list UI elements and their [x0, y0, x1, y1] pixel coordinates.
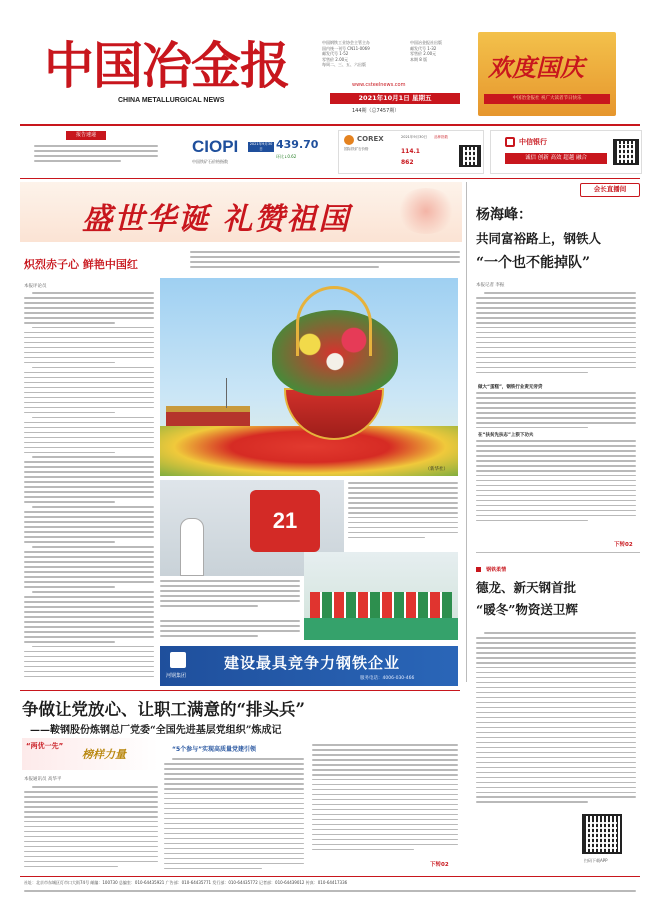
lead-article-body [24, 292, 154, 680]
flag-icon [226, 378, 227, 408]
right-headline-line1: 共同富裕路上，钢铁人 [476, 231, 602, 246]
ciopi-value: 439.70 [276, 138, 319, 151]
corex-logo-icon [344, 135, 354, 145]
corex-box[interactable] [338, 130, 484, 174]
banner-ad[interactable] [160, 646, 458, 686]
report-guide-text [34, 145, 158, 173]
bottom-subhead: ——鞍钢股份炼钢总厂党委“全国先进基层党组织”炼成记 [30, 725, 282, 736]
app-qr-caption: 扫码下载APP [584, 858, 608, 863]
lead-byline: 本报评论员 [24, 284, 47, 289]
ciopi-subtitle: 中国铁矿石价格指数 [192, 159, 228, 164]
masthead-info-right: 中国冶金报社出版 邮发代号 1-32 零售价 2.00元 本期 8 版 [410, 40, 442, 62]
bank-logo-icon [505, 137, 515, 147]
right-article-body-2 [476, 392, 636, 430]
right-headline2-line1: 德龙、新天钢首批 [476, 580, 577, 595]
newspaper-title: 中国冶金报 [44, 36, 289, 95]
right-subhead-2: 在“扶贫先扶志”上狠下功夫 [478, 433, 534, 438]
masthead-info-left: 中国钢铁工业协会主管主办 国内统一刊号 CN11-0069 邮发代号 1-52 零售价 2.00元 每周二、三、五、六出版 [322, 40, 370, 67]
bank-slogan: 诚信 创新 高效 超越 融合 [505, 153, 607, 164]
corex-subtitle: 国际铁矿石价格 [344, 147, 369, 151]
right-article-body-1 [476, 292, 636, 384]
corex-qr-code-icon[interactable] [459, 145, 481, 167]
photo-person [180, 518, 204, 576]
corex-tag: 品种指数 [434, 135, 448, 139]
column-divider [466, 182, 467, 682]
bottom-byline: 本报通讯员 高华平 [24, 777, 62, 782]
newspaper-title-en: CHINA METALLURGICAL NEWS [118, 97, 225, 104]
lead-intro-text [190, 251, 460, 277]
bottom-tag [22, 738, 158, 770]
website[interactable]: www.csteelnews.com [352, 82, 406, 88]
corex-date: 2021年9月30日 [401, 135, 428, 139]
lead-banner [20, 182, 462, 242]
series-tag [580, 183, 640, 197]
photo-children [304, 552, 458, 640]
lead-kicker: 炽烈赤子心 鲜艳中国红 [24, 258, 138, 271]
report-guide [30, 131, 162, 175]
right-continued-link[interactable]: 下转02 [614, 542, 633, 548]
ciopi-date: 2021年9月30日 [249, 142, 273, 151]
section2-tag-marker-icon [476, 567, 481, 572]
photo-caption-3 [160, 620, 300, 646]
right-headline-line2: “一个也不能掉队” [476, 255, 591, 271]
bottom-continued-link[interactable]: 下转02 [430, 862, 449, 868]
footer-text-line2 [24, 890, 636, 896]
lead-banner-decoration [396, 188, 456, 234]
banner-ad-logo-icon [170, 652, 186, 668]
photo-caption-2 [160, 580, 300, 616]
right-headline-name: 杨海峰： [476, 207, 532, 223]
corex-value-1: 114.1 [401, 148, 420, 155]
bottom-rule [20, 690, 460, 691]
bottom-tag-art: 榜样力量 [82, 748, 126, 761]
lead-banner-title: 盛世华诞 礼赞祖国 [82, 202, 351, 237]
basket-handle [296, 286, 372, 356]
bottom-section-head: “5个参与”实现高质量党建引领 [172, 746, 257, 753]
right-byline: 本报记者 李振 [476, 283, 505, 288]
bottom-tag-label: “两优一先” [26, 742, 64, 750]
photo-2021-sign: 21 [250, 490, 320, 552]
banner-ad-company: 河钢集团 [166, 673, 187, 679]
right-article2-body [476, 632, 636, 808]
bottom-headline: 争做让党放心、让职工满意的“排头兵” [22, 700, 305, 719]
footer-rule [20, 876, 640, 877]
issue-number: 144期（总7457期） [352, 108, 400, 114]
right-subhead-1: 做大“蛋糕”，钢铁行业责无旁贷 [478, 385, 543, 390]
right-article-body-3 [476, 440, 636, 532]
section2-tag-label: 钢铁柔情 [486, 567, 507, 573]
corex-value-2: 862 [401, 159, 414, 166]
report-guide-title: 报告速递 [66, 131, 106, 140]
bottom-col-2 [164, 758, 304, 872]
section-rule [20, 178, 640, 179]
ciopi-change: 环比↓0.62 [276, 154, 297, 159]
footer-text: 社址：北京市东城区灯市口大街74号 邮编：100730 总编室：010-64435921 广告部：010-64435771 发行部：010-64435772 记者部：010-64439012 传真：010-64417336 [24, 880, 348, 885]
section2-tag [476, 559, 506, 578]
corex-label: COREX [357, 135, 384, 143]
banner-ad-hotline: 服务电话：4006-030-466 [360, 676, 415, 681]
photo-caption-1 [348, 482, 458, 552]
banner-ad-text: 建设最具竞争力钢铁企业 [224, 654, 401, 672]
masthead [0, 0, 660, 128]
ciopi-label: CIOPI [192, 137, 239, 156]
bank-name: 中信银行 [519, 138, 547, 146]
right-headline2-line2: “暖冬”物资送卫辉 [476, 602, 578, 617]
top-rule [20, 124, 640, 126]
classroom-table [304, 618, 458, 640]
issue-date: 2021年10月1日 星期五 [330, 93, 460, 104]
ciopi-box[interactable] [176, 133, 322, 173]
bank-ad[interactable] [490, 130, 642, 174]
lead-photo [160, 278, 458, 476]
children-row [310, 592, 452, 618]
holiday-banner-subtitle: 中国冶金报社 祝广大读者节日快乐 [484, 94, 610, 104]
holiday-banner-title: 欢度国庆 [488, 53, 584, 82]
bottom-col-3 [312, 744, 458, 854]
bank-qr-code-icon[interactable] [613, 139, 639, 165]
bottom-col-1 [24, 786, 158, 872]
series-tag-label: 会长直播间 [593, 185, 627, 193]
right-divider [476, 552, 640, 553]
holiday-banner [478, 32, 616, 116]
app-qr-code-icon[interactable] [582, 814, 622, 854]
lead-photo-caption: （新华社） [425, 467, 448, 472]
